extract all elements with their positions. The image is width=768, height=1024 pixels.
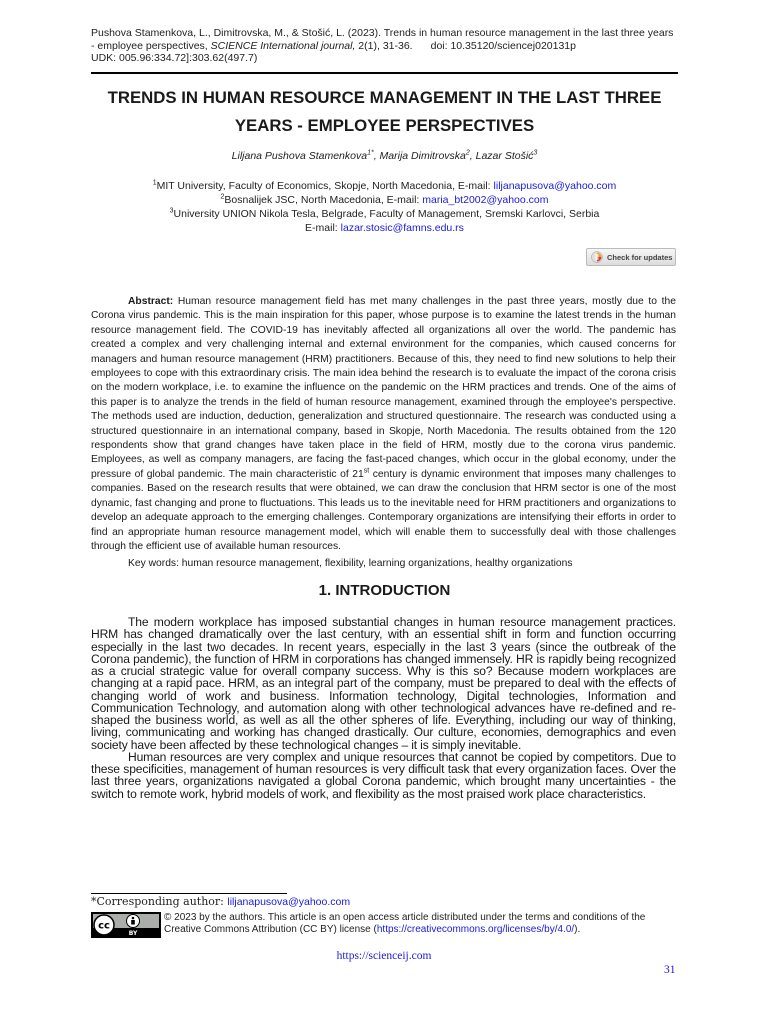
journal-name: SCIENCE International journal, — [210, 39, 356, 52]
affiliation-3-email: E-mail: lazar.stosic@famns.edu.rs — [305, 222, 464, 234]
by-text: BY — [128, 930, 138, 937]
check-for-updates-button[interactable] — [586, 248, 676, 266]
section-heading: 1. INTRODUCTION — [318, 582, 451, 599]
header-rule — [91, 72, 678, 74]
page-number: 31 — [664, 964, 676, 976]
footnote-rule — [91, 893, 287, 894]
doi: doi: 10.35120/sciencej020131p — [430, 39, 576, 52]
paper-title: TRENDS IN HUMAN RESOURCE MANAGEMENT IN THE LAST THREE YEARS - EMPLOYEE PERSPECTIVES — [107, 88, 662, 135]
abstract: Abstract: Human resource management field has met many challenges in the past three years, mostly due to the Corona virus pandemic. This is the main inspiration for this paper, whose purpose is to examine the latest trends in the human resource management field. The COVID-19 has inevitably affected all organizations all over the world. The pandemic has created a complex and very challenging internal and external environment for the companies, which caused concerns for managers and human resource management (HRM) practitioners. Because of this, they need to find new solutions to help their employees to cope with this extraordinary crisis. The main idea behind the research is to evaluate the impact of the corona crisis on the modern workplace, i.e. to examine the influence on the pandemic on the HRM practices and trends. One of the aims of this paper is to analyze the trends in the field of human resource management, examined through the employee's perspective. The methods used are induction, deduction, generalization and structured questionnaire. The research was conducted using a structured questionnaire in an international company, based in Skopje, North Macedonia. The results obtained from the 120 respondents show that grand changes have taken place in the field of HRM, mostly due to the corona virus pandemic. Employees, as well as company managers, are facing the fast-paced changes, which occur in the global economy, under the pressure of global pandemic. The main characteristic of 21st century is dynamic environment that imposes many challenges to companies. Based on the research results that were obtained, we can draw the conclusion that HRM sector is one of the most dynamic, fast changing and prone to fluctuations. This leads us to the inevitable need for HRM practitioners and organizations to develop an adequate approach to the emerging challenges. Contemporary organizations are intensifying their efforts in order to find an appropriate human resource management model, which will enable them to successfully deal with those challenges through the efficient use of available human resources. — [91, 296, 676, 552]
check-for-updates-label: Check for updates — [607, 252, 673, 262]
license-text: © 2023 by the authors. This article is an open access article distributed under the terms and conditions of the Creative Commons Attribution (CC BY) license (https://creativecommons.org/licenses/by/4.0/). — [164, 912, 646, 935]
email-link-1[interactable]: liljanapusova@yahoo.com — [493, 180, 617, 192]
license-link[interactable]: https://creativecommons.org/licenses/by/4.0/ — [376, 924, 575, 935]
email-link-2[interactable]: maria_bt2002@yahoo.com — [422, 194, 549, 206]
affiliation-1: $^1$MIT University, Faculty of Economics, Skopje, North Macedonia, E-mail: liljanapusova@yahoo.com — [152, 179, 617, 192]
authors-line: Liljana Pushova Stamenkova$^{1*}$, Marija Dimitrovska$^2$, Lazar Stošić$^3$ — [231, 149, 538, 162]
affiliations — [91, 179, 678, 235]
affiliation-3: $^3$University UNION Nikola Tesla, Belgrade, Faculty of Management, Sremski Karlovci, Serbia — [169, 207, 600, 220]
citation-header — [91, 27, 691, 65]
corresponding-email-link[interactable]: liljanapusova@yahoo.com — [227, 896, 351, 908]
journal-url-link[interactable]: https://scienceij.com — [336, 950, 432, 962]
journal-url — [0, 950, 768, 962]
citation-line-2: - employee perspectives, SCIENCE International journal, 2(1), 31-36. doi: 10.35120/sciencej020131p — [91, 39, 576, 52]
footnote: *Corresponding author: liljanapusova@yahoo.com — [91, 895, 351, 908]
cc-text: cc — [98, 920, 110, 932]
email-link-3[interactable]: lazar.stosic@famns.edu.rs — [340, 222, 464, 234]
check-updates-icon — [591, 251, 603, 263]
abstract-label: Abstract: — [128, 296, 174, 307]
cc-by-logo — [92, 913, 160, 937]
citation-line-1: Pushova Stamenkova, L., Dimitrovska, M., & Stošić, L. (2023). Trends in human resource management in the last three years — [91, 27, 674, 39]
introduction-body — [91, 616, 676, 800]
keywords: Key words: human resource management, flexibility, learning organizations, healthy organizations — [128, 558, 573, 569]
intro-paragraph-1: The modern workplace has imposed substantial changes in human resource management practices. HRM has changed dramatically over the last century, with an essential shift in form and function occurring especially in the last two decades. In recent years, especially in the last 3 years (since the outbreak of the Corona pandemic), the function of HRM in corporations has changed immensely. HR is rapidly being recognized as a crucial strategic value for overall company success. Why is this so? Because modern workplaces are changing at a rapid pace. HRM, as an integral part of the company, must be prepared to deal with the effects of changing world of work and business. Information technology, Digital technologies, Information and Communication Technology, and automation along with other technological advances have re-defined and re-shaped the business world, as well as all the other spheres of life. Everything, including our way of thinking, living, communicating and working has changed drastically. Our culture, economies, demographics and even society have been affected by these technological changes – it is simply inevitable. — [91, 615, 676, 752]
intro-paragraph-2: Human resources are very complex and unique resources that cannot be copied by competitors. Due to these specificities, management of human resources is very difficult task that every organization faces. Over the last three years, organizations navigated a global Corona pandemic, which brought many uncertainties - the switch to remote work, hybrid models of work, and flexibility as the most praised work place characteristics. — [91, 749, 676, 801]
cc-by-license-icon[interactable] — [91, 912, 161, 938]
udk: UDK: 005.96:334.72]:303.62(497.7) — [91, 52, 258, 64]
affiliation-2: $^2$Bosnalijek JSC, North Macedonia, E-mail: maria_bt2002@yahoo.com — [220, 193, 549, 206]
